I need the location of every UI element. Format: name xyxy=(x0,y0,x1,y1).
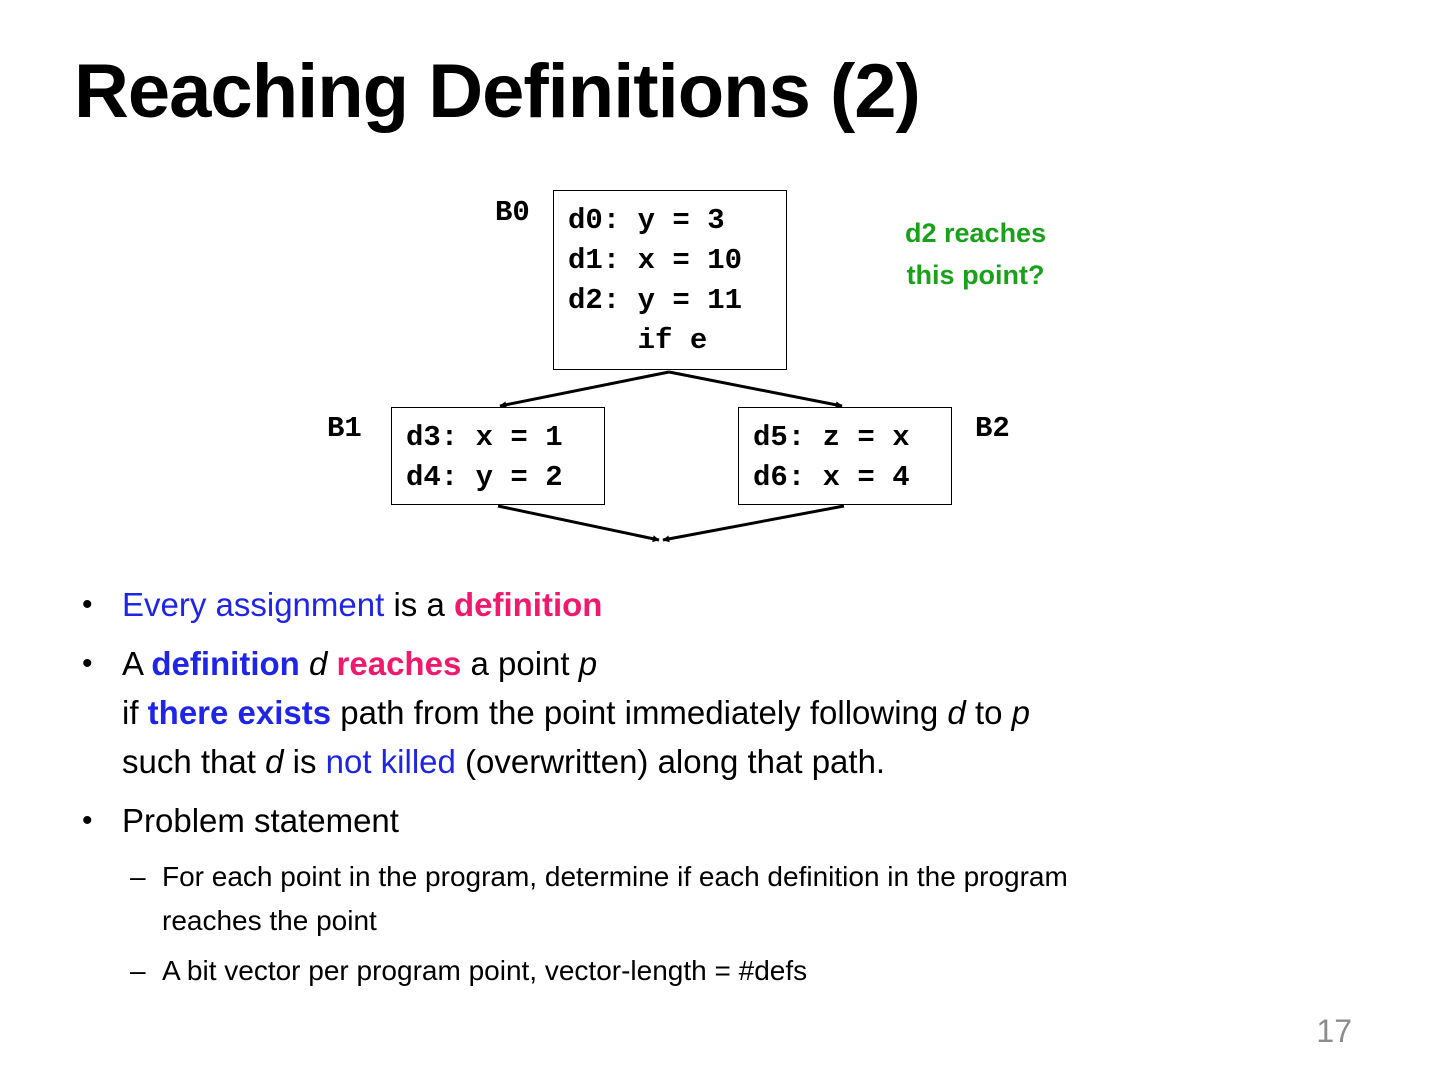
bullet-list xyxy=(82,580,1342,999)
text-span: (overwritten) along that path. xyxy=(455,743,886,780)
edge-b0-b2 xyxy=(669,372,842,406)
text-span: is a xyxy=(384,586,454,623)
bullet-line xyxy=(122,639,1342,688)
edge-b2-join xyxy=(663,506,844,540)
text-span: if xyxy=(122,694,148,731)
text-span: A xyxy=(122,645,152,682)
dash-icon: – xyxy=(130,861,146,892)
text-span: to xyxy=(965,694,1012,731)
text-span: p xyxy=(1011,694,1030,731)
reach-annotation xyxy=(905,212,1046,296)
dash-icon: – xyxy=(130,955,146,986)
block-label-b0: B0 xyxy=(495,196,530,229)
bullet-line: For each point in the program, determine if each definition in the program xyxy=(162,861,1068,892)
bullet-line: A bit vector per program point, vector-length = #defs xyxy=(162,955,808,986)
text-span: such that xyxy=(122,743,266,780)
text-span: not killed xyxy=(325,743,456,780)
bullet-item xyxy=(82,796,1342,845)
bullet-line xyxy=(122,737,1342,786)
sub-bullet-item xyxy=(82,855,1342,943)
bullet-item xyxy=(82,639,1342,786)
text-span: definition xyxy=(453,586,603,623)
code-line: d1: x = 10 xyxy=(568,244,743,277)
page-number: 17 xyxy=(1316,1013,1352,1049)
code-line: d0: y = 3 xyxy=(568,204,725,237)
text-span: Every assignment xyxy=(122,586,385,623)
code-line: d4: y = 2 xyxy=(406,461,563,494)
code-line: d2: y = 11 xyxy=(568,284,743,317)
code-line: d5: z = x xyxy=(753,421,910,454)
text-span: d xyxy=(309,645,328,682)
basic-block-b0 xyxy=(553,190,787,370)
text-span: d xyxy=(947,694,966,731)
code-line: d3: x = 1 xyxy=(406,421,563,454)
bullet-line: reaches the point xyxy=(162,905,377,936)
block-label-b1: B1 xyxy=(327,412,362,445)
bullet-dot-icon: • xyxy=(82,647,93,680)
text-span xyxy=(300,645,309,682)
text-span: is xyxy=(283,743,326,780)
bullet-dot-icon: • xyxy=(82,804,93,837)
edge-b1-join xyxy=(498,506,659,540)
text-span: reaches xyxy=(336,645,462,682)
text-span: d xyxy=(265,743,284,780)
code-line: d6: x = 4 xyxy=(753,461,910,494)
text-span xyxy=(327,645,336,682)
text-span: definition xyxy=(151,645,300,682)
slide-title: Reaching Definitions (2) xyxy=(74,49,920,134)
text-span: Problem statement xyxy=(122,802,399,839)
basic-block-b1 xyxy=(391,407,605,505)
bullet-item xyxy=(82,580,1342,629)
text-span: path from the point immediately following xyxy=(331,694,948,731)
bullet-dot-icon: • xyxy=(82,588,93,621)
annotation-line: d2 reaches xyxy=(905,218,1047,248)
text-span: p xyxy=(578,645,598,682)
annotation-line: this point? xyxy=(906,260,1045,290)
bullet-line xyxy=(122,688,1342,737)
edge-b0-b1 xyxy=(500,372,669,406)
block-label-b2: B2 xyxy=(975,412,1010,445)
basic-block-b2 xyxy=(738,407,952,505)
sub-bullet-item xyxy=(82,949,1342,993)
code-line: if e xyxy=(568,324,708,357)
text-span: a point xyxy=(461,645,579,682)
text-span: there exists xyxy=(147,694,332,731)
